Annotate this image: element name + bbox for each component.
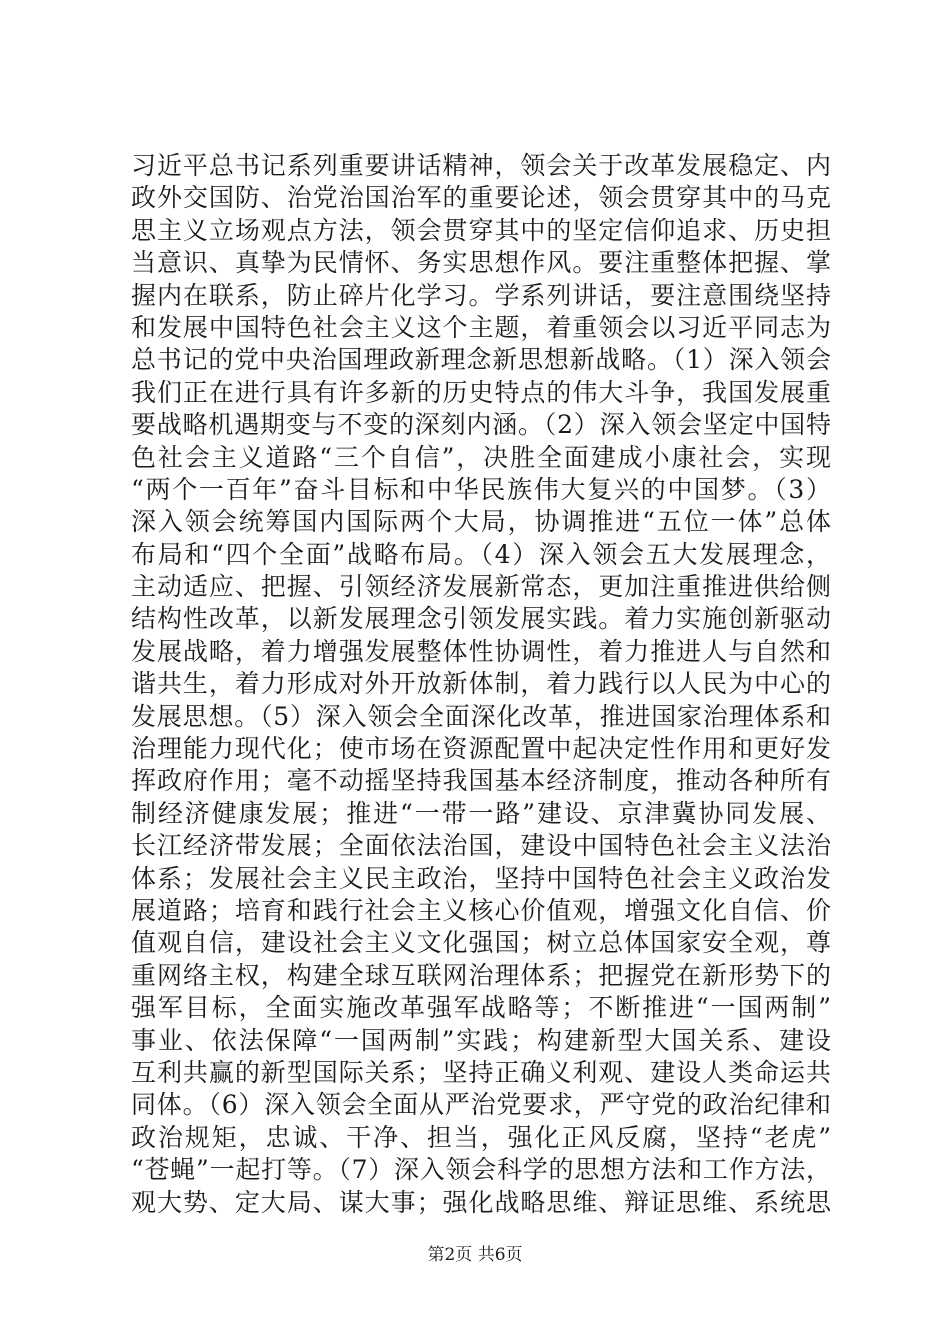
text-line: “两个一百年”奋斗目标和中华民族伟大复兴的中国梦。（3） <box>131 474 831 504</box>
text-line: 布局和“四个全面”战略布局。（4）深入领会五大发展理念， <box>131 539 831 569</box>
text-line: 长江经济带发展；全面依法治国，建设中国特色社会主义法治 <box>131 831 831 861</box>
body-text <box>131 150 831 1219</box>
text-line: 和发展中国特色社会主义这个主题，着重领会以习近平同志为 <box>131 312 831 342</box>
text-line: 习近平总书记系列重要讲话精神，领会关于改革发展稳定、内 <box>131 151 831 180</box>
text-line: 发展思想。（5）深入领会全面深化改革，推进国家治理体系和 <box>131 701 831 731</box>
text-line: 主动适应、把握、引领经济发展新常态，更加注重推进供给侧 <box>131 572 831 602</box>
text-line: 思主义立场观点方法，领会贯穿其中的坚定信仰追求、历史担 <box>131 215 831 245</box>
text-line: 事业、依法保障“一国两制”实践；构建新型大国关系、建设 <box>131 1025 831 1055</box>
text-line: 当意识、真挚为民情怀、务实思想作风。要注重整体把握、掌 <box>131 248 831 278</box>
text-line: 发展战略，着力增强发展整体性协调性，着力推进人与自然和 <box>131 636 831 666</box>
text-line: 值观自信，建设社会主义文化强国；树立总体国家安全观，尊 <box>131 928 831 958</box>
text-line: 展道路；培育和践行社会主义核心价值观，增强文化自信、价 <box>131 895 831 925</box>
text-line: 观大势、定大局、谋大事；强化战略思维、辩证思维、系统思 <box>131 1187 831 1217</box>
text-line: 治理能力现代化；使市场在资源配置中起决定性作用和更好发 <box>131 734 831 764</box>
text-line: 政外交国防、治党治国治军的重要论述，领会贯穿其中的马克 <box>131 183 831 213</box>
text-line: 结构性改革，以新发展理念引领发展实践。着力实施创新驱动 <box>131 604 831 634</box>
text-line: “苍蝇”一起打等。（7）深入领会科学的思想方法和工作方法， <box>131 1155 831 1185</box>
page-footer: 第2页 共6页 <box>427 1245 523 1265</box>
text-line: 深入领会统筹国内国际两个大局，协调推进“五位一体”总体 <box>131 507 831 537</box>
text-line: 谐共生，着力形成对外开放新体制，着力践行以人民为中心的 <box>131 669 831 699</box>
text-line: 体系；发展社会主义民主政治，坚持中国特色社会主义政治发 <box>131 863 831 893</box>
text-line: 政治规矩，忠诚、干净、担当，强化正风反腐，坚持“老虎” <box>131 1122 831 1152</box>
text-line: 总书记的党中央治国理政新理念新思想新战略。（1）深入领会 <box>131 345 831 375</box>
text-line: 色社会主义道路“三个自信”，决胜全面建成小康社会，实现 <box>131 442 831 472</box>
text-line: 互利共赢的新型国际关系；坚持正确义利观、建设人类命运共 <box>131 1057 831 1087</box>
text-line: 制经济健康发展；推进“一带一路”建设、京津冀协同发展、 <box>131 798 831 828</box>
text-line: 重网络主权，构建全球互联网治理体系；把握党在新形势下的 <box>131 960 831 990</box>
text-line: 要战略机遇期变与不变的深刻内涵。（2）深入领会坚定中国特 <box>131 410 831 440</box>
text-line: 握内在联系，防止碎片化学习。学系列讲话，要注意围绕坚持 <box>131 280 831 310</box>
text-line: 同体。（6）深入领会全面从严治党要求，严守党的政治纪律和 <box>131 1090 831 1120</box>
text-line: 强军目标，全面实施改革强军战略等；不断推进“一国两制” <box>131 993 831 1023</box>
text-line: 挥政府作用；毫不动摇坚持我国基本经济制度，推动各种所有 <box>131 766 831 796</box>
text-line: 我们正在进行具有许多新的历史特点的伟大斗争，我国发展重 <box>131 377 831 407</box>
